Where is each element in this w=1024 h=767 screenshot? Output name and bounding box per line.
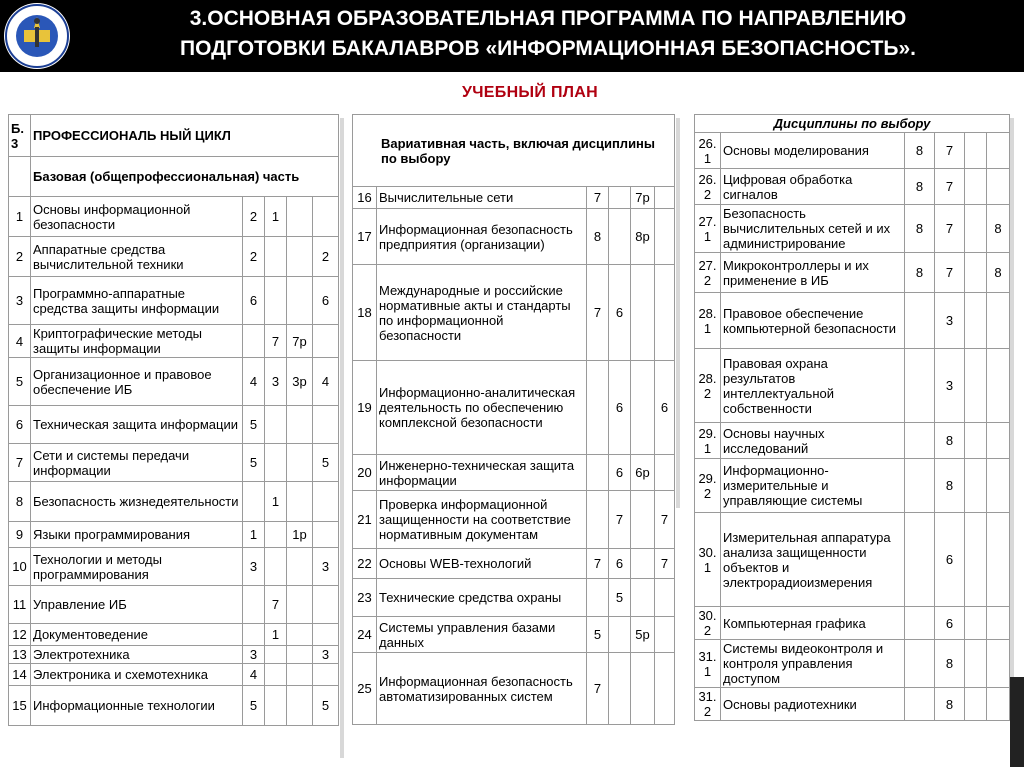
table-row — [353, 265, 675, 361]
semester-value — [965, 513, 987, 607]
table-row — [353, 361, 675, 455]
discipline-name: Правовая охрана результатов интеллектуальной собственности — [721, 349, 905, 423]
table-row — [9, 358, 339, 406]
row-number: 29. 1 — [695, 423, 721, 459]
semester-value — [631, 579, 655, 617]
semester-value — [655, 455, 675, 491]
discipline-name: Информационная безопасность автоматизированных систем — [377, 653, 587, 725]
semester-value: 1 — [243, 522, 265, 548]
semester-value: 8 — [587, 209, 609, 265]
row-number: 22 — [353, 549, 377, 579]
semester-value — [631, 653, 655, 725]
semester-value: 6 — [935, 513, 965, 607]
discipline-name: Цифровая обработка сигналов — [721, 169, 905, 205]
semester-value — [287, 406, 313, 444]
table-row — [9, 197, 339, 237]
semester-value — [655, 187, 675, 209]
semester-value: 7 — [609, 491, 631, 549]
semester-value — [905, 423, 935, 459]
row-number: 27. 1 — [695, 205, 721, 253]
semester-value — [265, 548, 287, 586]
discipline-name: Основы научных исследований — [721, 423, 905, 459]
table-shadow — [676, 118, 680, 508]
semester-value: 4 — [313, 358, 339, 406]
table-row — [695, 205, 1010, 253]
semester-value — [965, 349, 987, 423]
semester-value: 7 — [655, 549, 675, 579]
discipline-name: Правовое обеспечение компьютерной безопасности — [721, 293, 905, 349]
row-number: 1 — [9, 197, 31, 237]
row-number: 11 — [9, 586, 31, 624]
discipline-name: Языки программирования — [31, 522, 243, 548]
semester-value — [287, 548, 313, 586]
semester-value: 7 — [587, 549, 609, 579]
row-number: 20 — [353, 455, 377, 491]
semester-value: 8 — [905, 169, 935, 205]
semester-value — [313, 522, 339, 548]
table-row — [695, 423, 1010, 459]
semester-value: 6 — [609, 549, 631, 579]
row-number: 25 — [353, 653, 377, 725]
semester-value — [265, 444, 287, 482]
semester-value — [313, 624, 339, 646]
semester-value: 8 — [935, 423, 965, 459]
title-line-2: ПОДГОТОВКИ БАКАЛАВРОВ «ИНФОРМАЦИОННАЯ БЕЗОПАСНОСТЬ». — [179, 37, 917, 60]
semester-value — [655, 579, 675, 617]
semester-value: 8 — [905, 253, 935, 293]
semester-value — [905, 688, 935, 721]
semester-value: 3 — [313, 646, 339, 664]
semester-value — [905, 349, 935, 423]
table-row — [695, 607, 1010, 640]
semester-value: 7 — [587, 265, 609, 361]
semester-value: 6 — [935, 607, 965, 640]
semester-value — [987, 169, 1010, 205]
semester-value — [313, 197, 339, 237]
row-number: 6 — [9, 406, 31, 444]
discipline-name: Сети и системы передачи информации — [31, 444, 243, 482]
semester-value: 2 — [313, 237, 339, 277]
semester-value — [965, 133, 987, 169]
semester-value — [243, 325, 265, 358]
discipline-name: Компьютерная графика — [721, 607, 905, 640]
elective-disciplines-table — [694, 114, 1010, 721]
discipline-name: Основы WEB-технологий — [377, 549, 587, 579]
row-number: 23 — [353, 579, 377, 617]
discipline-name: Техническая защита информации — [31, 406, 243, 444]
semester-value — [313, 325, 339, 358]
semester-value — [965, 607, 987, 640]
semester-value — [265, 646, 287, 664]
table-row — [695, 688, 1010, 721]
table-row — [695, 349, 1010, 423]
discipline-name: Микроконтроллеры и их применение в ИБ — [721, 253, 905, 293]
row-number: 14 — [9, 664, 31, 686]
table-row — [9, 277, 339, 325]
semester-value — [905, 640, 935, 688]
row-number: 18 — [353, 265, 377, 361]
semester-value — [265, 406, 287, 444]
semester-value: 7 — [655, 491, 675, 549]
discipline-name: Информационная безопасность предприятия (организации) — [377, 209, 587, 265]
discipline-name: Аппаратные средства вычислительной техники — [31, 237, 243, 277]
slide-header — [0, 0, 1024, 72]
semester-value: 6 — [609, 455, 631, 491]
row-number: 8 — [9, 482, 31, 522]
semester-value — [587, 361, 609, 455]
row-number: 26. 2 — [695, 169, 721, 205]
table-row — [353, 491, 675, 549]
semester-value: 5 — [587, 617, 609, 653]
semester-value — [965, 640, 987, 688]
row-number: 13 — [9, 646, 31, 664]
section-title: Базовая (общепрофессиональная) часть — [31, 157, 339, 197]
table-row — [9, 444, 339, 482]
semester-value — [609, 617, 631, 653]
semester-value — [905, 513, 935, 607]
discipline-name: Технические средства охраны — [377, 579, 587, 617]
semester-value: 7 — [935, 169, 965, 205]
row-number: 24 — [353, 617, 377, 653]
row-number: 21 — [353, 491, 377, 549]
basic-disciplines-table — [8, 114, 339, 726]
table-row — [9, 548, 339, 586]
semester-value: 3 — [313, 548, 339, 586]
discipline-name: Электроника и схемотехника — [31, 664, 243, 686]
row-number: 28. 2 — [695, 349, 721, 423]
semester-value: 7 — [935, 253, 965, 293]
semester-value — [965, 688, 987, 721]
semester-value: 5 — [243, 686, 265, 726]
table-row — [353, 617, 675, 653]
semester-value — [265, 277, 287, 325]
semester-value: 7 — [265, 325, 287, 358]
semester-value: 6 — [609, 361, 631, 455]
row-number: 28. 1 — [695, 293, 721, 349]
semester-value: 8 — [987, 205, 1010, 253]
semester-value: 3 — [265, 358, 287, 406]
semester-value: 7р — [287, 325, 313, 358]
semester-value: 8 — [935, 688, 965, 721]
table-row — [695, 133, 1010, 169]
semester-value: 7 — [587, 187, 609, 209]
semester-value — [987, 293, 1010, 349]
semester-value — [987, 423, 1010, 459]
row-number: 4 — [9, 325, 31, 358]
semester-value: 5 — [609, 579, 631, 617]
semester-value — [631, 361, 655, 455]
row-number: 31. 2 — [695, 688, 721, 721]
semester-value: 3 — [243, 548, 265, 586]
section-title: Вариативная часть, включая дисциплины по выбору — [353, 115, 675, 187]
row-number: 2 — [9, 237, 31, 277]
semester-value: 1р — [287, 522, 313, 548]
discipline-name: Криптографические методы защиты информации — [31, 325, 243, 358]
row-number: 5 — [9, 358, 31, 406]
semester-value — [905, 293, 935, 349]
discipline-name: Безопасность вычислительных сетей и их администрирование — [721, 205, 905, 253]
table-row — [9, 686, 339, 726]
semester-value: 5р — [631, 617, 655, 653]
semester-value — [287, 444, 313, 482]
semester-value: 6р — [631, 455, 655, 491]
table-row — [695, 169, 1010, 205]
semester-value — [313, 586, 339, 624]
title-line-1: 3.ОСНОВНАЯ ОБРАЗОВАТЕЛЬНАЯ ПРОГРАММА ПО НАПРАВЛЕНИЮ — [189, 7, 907, 30]
semester-value — [987, 349, 1010, 423]
semester-value — [265, 237, 287, 277]
semester-value: 5 — [243, 406, 265, 444]
semester-value: 6 — [655, 361, 675, 455]
semester-value: 5 — [313, 686, 339, 726]
semester-value — [987, 459, 1010, 513]
table-row — [353, 187, 675, 209]
semester-value — [243, 482, 265, 522]
row-number: 26. 1 — [695, 133, 721, 169]
table-row — [9, 624, 339, 646]
row-number: 9 — [9, 522, 31, 548]
section-title: Дисциплины по выбору — [695, 115, 1010, 133]
semester-value: 2 — [243, 197, 265, 237]
discipline-name: Системы управления базами данных — [377, 617, 587, 653]
table-row — [9, 586, 339, 624]
table-row — [9, 482, 339, 522]
semester-value — [987, 133, 1010, 169]
table-row — [695, 640, 1010, 688]
semester-value — [987, 640, 1010, 688]
row-number: 29. 2 — [695, 459, 721, 513]
semester-value: 7 — [935, 133, 965, 169]
row-number: 17 — [353, 209, 377, 265]
semester-value: 8 — [905, 205, 935, 253]
variable-disciplines-table — [352, 114, 675, 725]
table-row — [9, 646, 339, 664]
semester-value: 5 — [243, 444, 265, 482]
semester-value — [287, 277, 313, 325]
semester-value — [965, 293, 987, 349]
semester-value — [987, 688, 1010, 721]
empty-cell — [9, 157, 31, 197]
semester-value — [987, 607, 1010, 640]
semester-value — [905, 607, 935, 640]
semester-value: 1 — [265, 624, 287, 646]
semester-value — [265, 522, 287, 548]
semester-value: 7 — [265, 586, 287, 624]
table-row — [353, 455, 675, 491]
semester-value — [587, 455, 609, 491]
semester-value — [631, 265, 655, 361]
semester-value — [287, 686, 313, 726]
discipline-name: Измерительная аппаратура анализа защищенности объектов и электрорадиоизмерения — [721, 513, 905, 607]
semester-value: 6 — [243, 277, 265, 325]
table-shadow — [340, 118, 344, 758]
table-row — [9, 237, 339, 277]
discipline-name: Основы радиотехники — [721, 688, 905, 721]
discipline-name: Информационно-аналитическая деятельность по обеспечению комплексной безопасности — [377, 361, 587, 455]
semester-value — [313, 482, 339, 522]
semester-value — [965, 169, 987, 205]
page-title — [78, 4, 1018, 64]
discipline-name: Безопасность жизнедеятельности — [31, 482, 243, 522]
row-number: 30. 2 — [695, 607, 721, 640]
table-row — [695, 459, 1010, 513]
table-row — [353, 209, 675, 265]
semester-value — [655, 265, 675, 361]
semester-value: 6 — [313, 277, 339, 325]
semester-value — [987, 513, 1010, 607]
semester-value — [631, 549, 655, 579]
row-number: 3 — [9, 277, 31, 325]
row-number: 30. 1 — [695, 513, 721, 607]
discipline-name: Программно-аппаратные средства защиты информации — [31, 277, 243, 325]
semester-value — [243, 586, 265, 624]
semester-value: 8 — [987, 253, 1010, 293]
semester-value — [609, 209, 631, 265]
semester-value — [287, 586, 313, 624]
university-seal-icon — [2, 1, 72, 71]
discipline-name: Управление ИБ — [31, 586, 243, 624]
discipline-name: Информационные технологии — [31, 686, 243, 726]
decorative-corner — [1010, 677, 1024, 767]
semester-value — [965, 205, 987, 253]
semester-value: 4 — [243, 358, 265, 406]
semester-value: 1 — [265, 197, 287, 237]
semester-value — [313, 406, 339, 444]
semester-value — [287, 664, 313, 686]
discipline-name: Международные и российские нормативные акты и стандарты по информационной безопасности — [377, 265, 587, 361]
discipline-name: Технологии и методы программирования — [31, 548, 243, 586]
semester-value — [287, 197, 313, 237]
semester-value — [655, 209, 675, 265]
semester-value — [265, 664, 287, 686]
semester-value — [243, 624, 265, 646]
semester-value — [631, 491, 655, 549]
semester-value — [905, 459, 935, 513]
semester-value — [287, 646, 313, 664]
semester-value — [965, 423, 987, 459]
table-row — [695, 293, 1010, 349]
row-number: 27. 2 — [695, 253, 721, 293]
semester-value — [287, 624, 313, 646]
row-number: 19 — [353, 361, 377, 455]
semester-value — [587, 491, 609, 549]
semester-value: 6 — [609, 265, 631, 361]
row-number: 31. 1 — [695, 640, 721, 688]
row-number: 7 — [9, 444, 31, 482]
discipline-name: Документоведение — [31, 624, 243, 646]
curriculum-subtitle: УЧЕБНЫЙ ПЛАН — [462, 84, 598, 101]
semester-value — [265, 686, 287, 726]
semester-value: 8 — [905, 133, 935, 169]
discipline-name: Проверка информационной защищенности на соответствие нормативным документам — [377, 491, 587, 549]
semester-value — [587, 579, 609, 617]
semester-value — [313, 664, 339, 686]
semester-value: 5 — [313, 444, 339, 482]
table-row — [353, 579, 675, 617]
semester-value: 7р — [631, 187, 655, 209]
semester-value — [609, 187, 631, 209]
discipline-name: Основы моделирования — [721, 133, 905, 169]
cycle-code: Б. 3 — [9, 115, 31, 157]
semester-value: 3 — [935, 293, 965, 349]
table-row — [9, 522, 339, 548]
semester-value — [965, 253, 987, 293]
semester-value — [655, 653, 675, 725]
row-number: 15 — [9, 686, 31, 726]
discipline-name: Электротехника — [31, 646, 243, 664]
table-shadow — [1010, 118, 1014, 763]
table-row — [353, 653, 675, 725]
semester-value: 7 — [587, 653, 609, 725]
table-row — [695, 253, 1010, 293]
semester-value: 2 — [243, 237, 265, 277]
discipline-name: Основы информационной безопасности — [31, 197, 243, 237]
table-row — [695, 513, 1010, 607]
discipline-name: Вычислительные сети — [377, 187, 587, 209]
semester-value — [655, 617, 675, 653]
semester-value — [287, 237, 313, 277]
semester-value: 7 — [935, 205, 965, 253]
semester-value: 3 — [935, 349, 965, 423]
semester-value — [965, 459, 987, 513]
semester-value: 3р — [287, 358, 313, 406]
semester-value: 8р — [631, 209, 655, 265]
semester-value: 1 — [265, 482, 287, 522]
discipline-name: Информационно-измерительные и управляющие системы — [721, 459, 905, 513]
semester-value: 3 — [243, 646, 265, 664]
table-row — [9, 664, 339, 686]
row-number: 16 — [353, 187, 377, 209]
discipline-name: Организационное и правовое обеспечение ИБ — [31, 358, 243, 406]
discipline-name: Инженерно-техническая защита информации — [377, 455, 587, 491]
table-row — [353, 549, 675, 579]
table-row — [9, 406, 339, 444]
semester-value — [287, 482, 313, 522]
semester-value: 8 — [935, 640, 965, 688]
semester-value: 8 — [935, 459, 965, 513]
semester-value: 4 — [243, 664, 265, 686]
row-number: 10 — [9, 548, 31, 586]
cycle-title: ПРОФЕССИОНАЛЬ НЫЙ ЦИКЛ — [31, 115, 339, 157]
semester-value — [609, 653, 631, 725]
discipline-name: Системы видеоконтроля и контроля управления доступом — [721, 640, 905, 688]
row-number: 12 — [9, 624, 31, 646]
table-row — [9, 325, 339, 358]
